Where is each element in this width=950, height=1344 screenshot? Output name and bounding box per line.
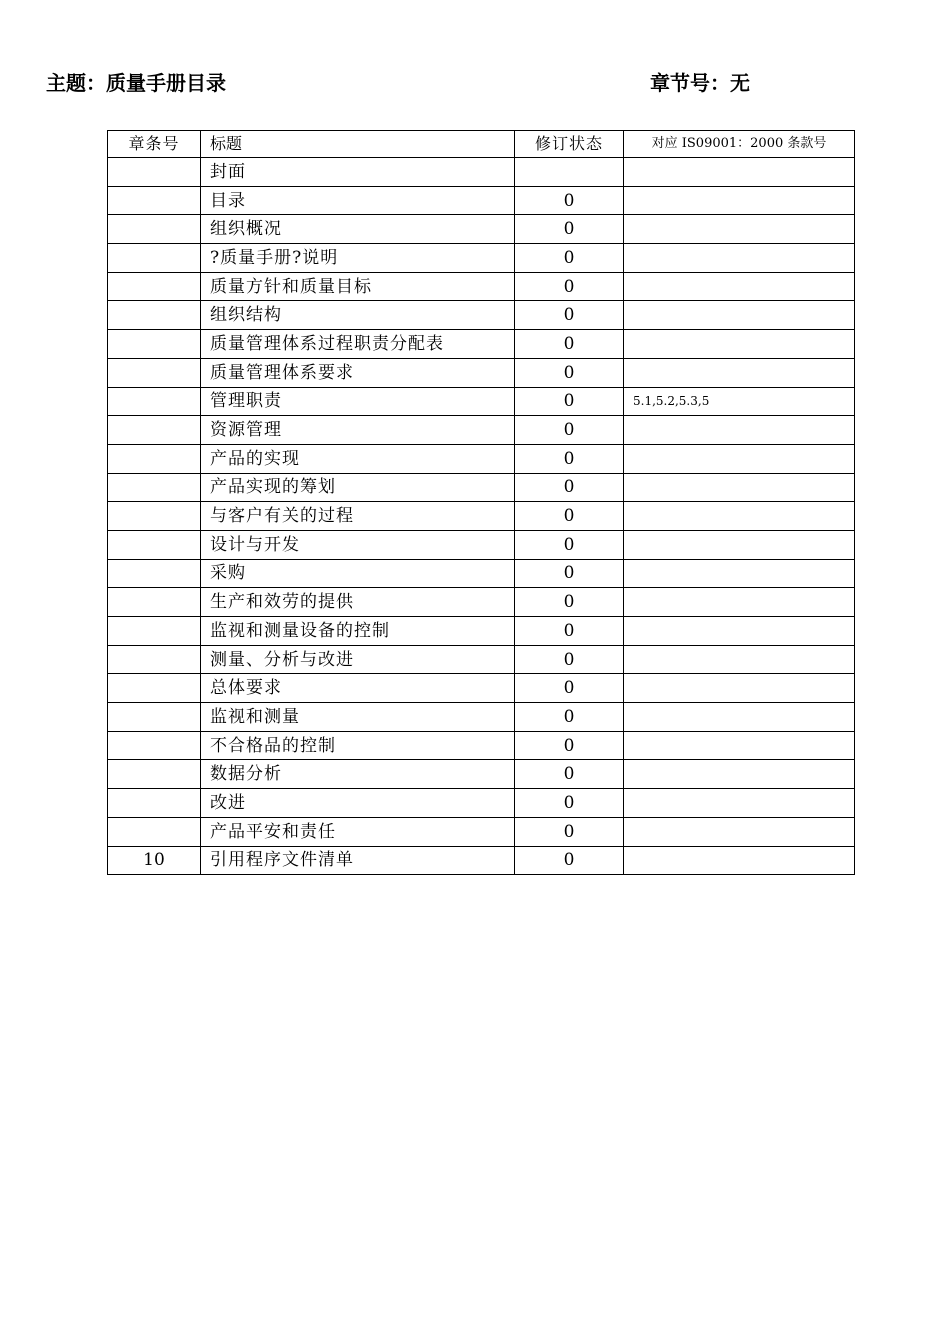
cell-chapter-no <box>108 530 201 559</box>
cell-revision: 0 <box>515 789 624 818</box>
table-row <box>108 674 855 703</box>
cell-revision: 0 <box>515 215 624 244</box>
table-row <box>108 215 855 244</box>
table-row <box>108 789 855 818</box>
cell-iso-clause <box>624 301 855 330</box>
table-body <box>108 158 855 875</box>
cell-revision: 0 <box>515 502 624 531</box>
cell-chapter-no: 10 <box>108 846 201 875</box>
cell-title: 生产和效劳的提供 <box>201 588 515 617</box>
cell-title: 产品的实现 <box>201 444 515 473</box>
table-row <box>108 731 855 760</box>
cell-chapter-no <box>108 502 201 531</box>
cell-revision: 0 <box>515 588 624 617</box>
cell-iso-clause <box>624 645 855 674</box>
cell-title: 总体要求 <box>201 674 515 703</box>
cell-revision: 0 <box>515 645 624 674</box>
cell-revision: 0 <box>515 387 624 416</box>
cell-title: ?质量手册?说明 <box>201 244 515 273</box>
cell-iso-clause <box>624 444 855 473</box>
cell-revision: 0 <box>515 674 624 703</box>
table-row <box>108 760 855 789</box>
table-row <box>108 387 855 416</box>
cell-chapter-no <box>108 301 201 330</box>
table-row <box>108 186 855 215</box>
cell-chapter-no <box>108 215 201 244</box>
cell-chapter-no <box>108 703 201 732</box>
cell-iso-clause <box>624 703 855 732</box>
column-header-revision: 修订状态 <box>515 131 624 158</box>
cell-title: 质量方针和质量目标 <box>201 272 515 301</box>
cell-iso-clause <box>624 244 855 273</box>
cell-title: 组织结构 <box>201 301 515 330</box>
cell-revision: 0 <box>515 731 624 760</box>
cell-chapter-no <box>108 789 201 818</box>
table-row <box>108 588 855 617</box>
table-row <box>108 617 855 646</box>
cell-iso-clause <box>624 731 855 760</box>
cell-title: 设计与开发 <box>201 530 515 559</box>
cell-iso-clause: 5.1,5.2,5.3,5 <box>624 387 855 416</box>
cell-title: 质量管理体系过程职责分配表 <box>201 330 515 359</box>
cell-title: 管理职责 <box>201 387 515 416</box>
table-row <box>108 846 855 875</box>
cell-revision: 0 <box>515 703 624 732</box>
cell-revision: 0 <box>515 358 624 387</box>
cell-chapter-no <box>108 186 201 215</box>
cell-iso-clause <box>624 846 855 875</box>
chapter-number: 章节号：无 <box>650 71 750 95</box>
document-subject: 主题：质量手册目录 <box>46 71 226 95</box>
cell-revision: 0 <box>515 559 624 588</box>
cell-iso-clause <box>624 674 855 703</box>
table-row <box>108 530 855 559</box>
cell-title: 资源管理 <box>201 416 515 445</box>
cell-iso-clause <box>624 502 855 531</box>
cell-title: 采购 <box>201 559 515 588</box>
cell-iso-clause <box>624 588 855 617</box>
cell-revision: 0 <box>515 846 624 875</box>
cell-chapter-no <box>108 416 201 445</box>
cell-revision: 0 <box>515 444 624 473</box>
cell-iso-clause <box>624 272 855 301</box>
table-row <box>108 358 855 387</box>
cell-chapter-no <box>108 674 201 703</box>
cell-title: 质量管理体系要求 <box>201 358 515 387</box>
cell-chapter-no <box>108 645 201 674</box>
cell-chapter-no <box>108 588 201 617</box>
cell-iso-clause <box>624 817 855 846</box>
cell-revision: 0 <box>515 330 624 359</box>
table-row <box>108 416 855 445</box>
table-row <box>108 301 855 330</box>
cell-revision: 0 <box>515 760 624 789</box>
table-row <box>108 559 855 588</box>
cell-title: 目录 <box>201 186 515 215</box>
table-row <box>108 244 855 273</box>
cell-revision: 0 <box>515 473 624 502</box>
cell-title: 改进 <box>201 789 515 818</box>
cell-title: 封面 <box>201 158 515 187</box>
cell-title: 监视和测量设备的控制 <box>201 617 515 646</box>
table-row <box>108 158 855 187</box>
table-row <box>108 444 855 473</box>
cell-iso-clause <box>624 789 855 818</box>
cell-revision: 0 <box>515 817 624 846</box>
column-header-title: 标题 <box>201 131 515 158</box>
table-header-row <box>108 131 855 158</box>
cell-chapter-no <box>108 817 201 846</box>
cell-title: 测量、分析与改进 <box>201 645 515 674</box>
cell-chapter-no <box>108 158 201 187</box>
cell-revision: 0 <box>515 244 624 273</box>
cell-chapter-no <box>108 617 201 646</box>
cell-chapter-no <box>108 444 201 473</box>
table-row <box>108 330 855 359</box>
column-header-chapter-no: 章条号 <box>108 131 201 158</box>
cell-chapter-no <box>108 387 201 416</box>
cell-title: 不合格品的控制 <box>201 731 515 760</box>
cell-iso-clause <box>624 760 855 789</box>
cell-chapter-no <box>108 358 201 387</box>
table-row <box>108 473 855 502</box>
table-row <box>108 703 855 732</box>
cell-iso-clause <box>624 530 855 559</box>
cell-chapter-no <box>108 330 201 359</box>
cell-iso-clause <box>624 617 855 646</box>
cell-title: 与客户有关的过程 <box>201 502 515 531</box>
cell-title: 数据分析 <box>201 760 515 789</box>
cell-iso-clause <box>624 358 855 387</box>
table-row <box>108 817 855 846</box>
cell-title: 引用程序文件清单 <box>201 846 515 875</box>
cell-chapter-no <box>108 760 201 789</box>
table-row <box>108 272 855 301</box>
cell-chapter-no <box>108 473 201 502</box>
cell-iso-clause <box>624 416 855 445</box>
cell-chapter-no <box>108 559 201 588</box>
cell-chapter-no <box>108 272 201 301</box>
cell-iso-clause <box>624 473 855 502</box>
toc-table <box>107 130 855 875</box>
cell-title: 产品实现的筹划 <box>201 473 515 502</box>
cell-iso-clause <box>624 158 855 187</box>
table-row <box>108 502 855 531</box>
cell-revision <box>515 158 624 187</box>
cell-revision: 0 <box>515 301 624 330</box>
cell-revision: 0 <box>515 186 624 215</box>
cell-chapter-no <box>108 731 201 760</box>
cell-revision: 0 <box>515 416 624 445</box>
cell-iso-clause <box>624 186 855 215</box>
cell-iso-clause <box>624 215 855 244</box>
cell-chapter-no <box>108 244 201 273</box>
cell-revision: 0 <box>515 530 624 559</box>
cell-title: 监视和测量 <box>201 703 515 732</box>
cell-title: 产品平安和责任 <box>201 817 515 846</box>
cell-iso-clause <box>624 559 855 588</box>
table-row <box>108 645 855 674</box>
cell-iso-clause <box>624 330 855 359</box>
cell-revision: 0 <box>515 272 624 301</box>
cell-revision: 0 <box>515 617 624 646</box>
cell-title: 组织概况 <box>201 215 515 244</box>
column-header-iso-clause: 对应 IS09001：2000 条款号 <box>624 131 855 158</box>
